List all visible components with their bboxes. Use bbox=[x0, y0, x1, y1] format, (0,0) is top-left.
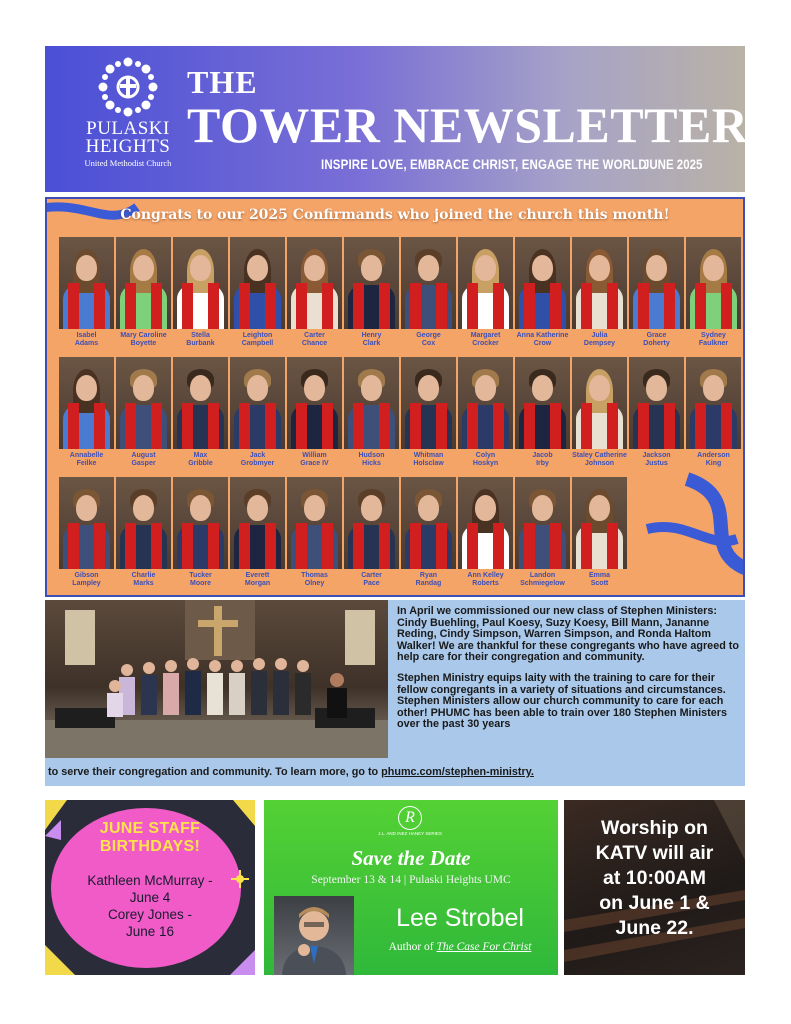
confirmand-last-name: Burbank bbox=[186, 339, 215, 347]
confirmand-photo bbox=[116, 477, 171, 569]
confirmand-photo bbox=[230, 477, 285, 569]
confirmand-last-name: Randag bbox=[415, 579, 442, 587]
confirmand-last-name: Chance bbox=[301, 339, 328, 347]
confirmand-last-name: Lampley bbox=[72, 579, 101, 587]
confirmand-last-name: Scott bbox=[590, 579, 609, 587]
confirmand-last-name: Crow bbox=[533, 339, 552, 347]
confirmand-first-name: Emma bbox=[588, 572, 610, 579]
confirmand-photo bbox=[629, 357, 684, 449]
confirmand bbox=[572, 477, 627, 593]
confirmand-first-name: Isabel bbox=[76, 332, 97, 339]
birthday-line: June 16 bbox=[125, 924, 175, 939]
confirmand-name bbox=[416, 572, 442, 587]
confirmand bbox=[173, 237, 228, 353]
confirmand-name bbox=[132, 572, 156, 587]
confirmand-name bbox=[572, 452, 627, 467]
confirmands-grid bbox=[59, 237, 739, 597]
confirmand-photo bbox=[116, 237, 171, 329]
confirmand-last-name: Feilke bbox=[76, 459, 97, 467]
church-logo bbox=[63, 54, 193, 184]
ministry-paragraph-1: In April we commissioned our new class of Stephen Ministers: Cindy Buehling, Paul Koesy, Suzy Koesy, Bill Mann, Jananne Reding, Cindy Simpson, Warren Simpson, and Ronda Haltom Walker! We are thankful for these congregants who have agreed to help care for their congregation and community. bbox=[397, 605, 739, 664]
confirmand-first-name: Jacob bbox=[532, 452, 553, 459]
confirmand-first-name: Henry bbox=[361, 332, 382, 339]
speaker-name: Lee Strobel bbox=[396, 904, 524, 932]
birthdays-title bbox=[45, 820, 255, 856]
issue-date: JUNE 2025 bbox=[643, 156, 703, 172]
confirmand-first-name: Grace bbox=[646, 332, 667, 339]
confirmand-last-name: King bbox=[705, 459, 722, 467]
confirmand bbox=[173, 357, 228, 473]
confirmand-first-name: Stella bbox=[191, 332, 210, 339]
confirmand-first-name: Julia bbox=[591, 332, 608, 339]
confirmand-last-name: Adams bbox=[74, 339, 99, 347]
confirmand-name bbox=[70, 452, 103, 467]
confirmand bbox=[116, 237, 171, 353]
confirmand-name bbox=[697, 452, 730, 467]
ministry-paragraph-2: Stephen Ministry equips laity with the training to care for their fellow congregants in a variety of situations and circumstances. Stephen Ministers allow our church community to care for each other! PHUMC has been able to train over 180 Stephen Ministers over the past 30 years bbox=[397, 671, 727, 731]
confirmand-photo bbox=[515, 237, 570, 329]
confirmand-last-name: Grobmyer bbox=[240, 459, 275, 467]
confirmand-last-name: Irby bbox=[536, 459, 549, 467]
series-logo-mark: R bbox=[398, 806, 422, 830]
confirmand bbox=[116, 357, 171, 473]
confirmand-photo bbox=[686, 357, 741, 449]
confirmand-first-name: Leighton bbox=[242, 332, 273, 339]
confirmand bbox=[287, 237, 342, 353]
confirmand-first-name: Charlie bbox=[131, 572, 156, 579]
confirmand bbox=[230, 237, 285, 353]
confirmand bbox=[287, 477, 342, 593]
confirmand-name bbox=[188, 452, 213, 467]
confirmand-photo bbox=[344, 357, 399, 449]
confirmand-last-name: Gasper bbox=[131, 459, 156, 467]
confirmand-last-name: Gribble bbox=[188, 459, 213, 467]
confirmand bbox=[59, 237, 114, 353]
confirmand-first-name: Anna Katherine bbox=[516, 332, 569, 339]
confirmand-first-name: Everett bbox=[245, 572, 270, 579]
confirmand-first-name: Staley Catherine bbox=[572, 452, 627, 459]
birthdays-title-line1: JUNE STAFF bbox=[99, 820, 201, 837]
confirmand bbox=[59, 477, 114, 593]
confirmand-last-name: Pace bbox=[363, 579, 380, 587]
confirmand-photo bbox=[173, 357, 228, 449]
confirmand-photo bbox=[287, 357, 342, 449]
confirmand-last-name: Clark bbox=[362, 339, 381, 347]
confirmand-first-name: Jack bbox=[249, 452, 266, 459]
confirmand-last-name: Doherty bbox=[643, 339, 670, 347]
confirmand-name bbox=[520, 572, 565, 587]
confirmand-name bbox=[643, 332, 669, 347]
confirmand-row bbox=[59, 357, 739, 473]
confirmand-photo bbox=[401, 477, 456, 569]
birthday-line: Corey Jones - bbox=[107, 907, 193, 922]
confirmand-last-name: Dempsey bbox=[583, 339, 616, 347]
ministry-tail-text: to serve their congregation and community. To learn more, go to bbox=[48, 766, 382, 778]
speaker-book-line bbox=[364, 941, 556, 953]
confirmand-first-name: Jackson bbox=[642, 452, 671, 459]
confirmand-last-name: Roberts bbox=[472, 579, 499, 587]
confirmand-last-name: Johnson bbox=[584, 459, 615, 467]
confirmand-last-name: Cox bbox=[421, 339, 436, 347]
confirmand-last-name: Crocker bbox=[472, 339, 499, 347]
confirmand-first-name: Ryan bbox=[419, 572, 438, 579]
confirmand-first-name: Carter bbox=[304, 332, 325, 339]
confirmand-photo bbox=[344, 477, 399, 569]
confirmand-photo bbox=[287, 477, 342, 569]
haney-series-logo bbox=[362, 806, 458, 836]
confirmand bbox=[401, 477, 456, 593]
confirmand bbox=[401, 357, 456, 473]
katv-line: at 10:00AM bbox=[603, 867, 706, 889]
confirmand-last-name: Marks bbox=[133, 579, 154, 587]
confirmand-photo bbox=[629, 237, 684, 329]
confirmand-last-name: Justus bbox=[645, 459, 668, 467]
confirmand bbox=[572, 357, 627, 473]
katv-line: KATV will air bbox=[595, 842, 714, 864]
confirmand-name bbox=[584, 332, 615, 347]
logo-name-line1: PULASKI bbox=[86, 118, 170, 139]
confirmand-first-name: August bbox=[131, 452, 156, 459]
cross-flame-icon bbox=[95, 54, 161, 120]
confirmand-name bbox=[131, 452, 155, 467]
confirmand-first-name: Anderson bbox=[697, 452, 730, 459]
confirmand-name bbox=[517, 332, 569, 347]
confirmand-last-name: Moore bbox=[190, 579, 211, 587]
birthdays-list bbox=[45, 872, 255, 940]
confirmand-photo bbox=[59, 357, 114, 449]
save-the-date-card bbox=[264, 800, 558, 975]
confirmand bbox=[173, 477, 228, 593]
confirmand-name bbox=[120, 332, 166, 347]
confirmand bbox=[572, 237, 627, 353]
confirmand bbox=[686, 237, 741, 353]
confirmand-row bbox=[59, 477, 739, 593]
stephen-ministry-link[interactable]: phumc.com/stephen-ministry. bbox=[381, 766, 534, 778]
logo-subtitle: United Methodist Church bbox=[84, 158, 172, 168]
confirmand-photo bbox=[287, 237, 342, 329]
confirmand bbox=[686, 357, 741, 473]
confirmand-first-name: Mary Caroline bbox=[120, 332, 167, 339]
confirmand-last-name: Campbell bbox=[241, 339, 274, 347]
confirmand-name bbox=[589, 572, 610, 587]
book-title: The Case For Christ bbox=[436, 941, 532, 953]
confirmand-name bbox=[72, 572, 100, 587]
confirmand bbox=[344, 477, 399, 593]
katv-worship-card bbox=[564, 800, 745, 975]
confirmand bbox=[458, 477, 513, 593]
birthdays-title-line2: BIRTHDAYS! bbox=[99, 838, 201, 855]
confirmand-photo bbox=[230, 237, 285, 329]
confirmand bbox=[287, 357, 342, 473]
confirmand-first-name: Colyn bbox=[475, 452, 496, 459]
confirmand-first-name: Max bbox=[193, 452, 208, 459]
confirmand-photo bbox=[572, 237, 627, 329]
confirmand bbox=[230, 477, 285, 593]
confirmand-first-name: Gibson bbox=[74, 572, 99, 579]
confirmand-photo bbox=[458, 357, 513, 449]
logo-name-line2: HEIGHTS bbox=[85, 136, 171, 157]
confirmand-first-name: Sydney bbox=[701, 332, 726, 339]
tagline: INSPIRE LOVE, EMBRACE CHRIST, ENGAGE THE WORLD bbox=[321, 156, 647, 172]
confirmand bbox=[401, 237, 456, 353]
confirmand-name bbox=[75, 332, 98, 347]
confirmand-name bbox=[642, 452, 670, 467]
confirmand-photo bbox=[458, 477, 513, 569]
confirmand-name bbox=[301, 572, 328, 587]
confirmand-photo bbox=[458, 237, 513, 329]
confirmand-name bbox=[189, 572, 211, 587]
confirmand bbox=[629, 357, 684, 473]
confirmand-name bbox=[471, 332, 501, 347]
confirmand-photo bbox=[401, 237, 456, 329]
confirmand-first-name: Thomas bbox=[301, 572, 328, 579]
katv-line: June 22. bbox=[615, 917, 694, 939]
confirmand-last-name: Grace IV bbox=[300, 459, 329, 467]
newsletter-header bbox=[45, 46, 749, 192]
confirmand-first-name: George bbox=[416, 332, 441, 339]
confirmand-photo bbox=[515, 357, 570, 449]
confirmand-first-name: Tucker bbox=[189, 572, 212, 579]
stephen-ministry-section bbox=[45, 600, 745, 786]
confirmand bbox=[515, 357, 570, 473]
confirmand-first-name: Ann Kelley bbox=[467, 572, 504, 579]
author-prefix: Author of bbox=[388, 941, 437, 953]
confirmand-last-name: Morgan bbox=[244, 579, 271, 587]
confirmand-photo bbox=[173, 477, 228, 569]
confirmand bbox=[515, 237, 570, 353]
ministry-tail bbox=[48, 766, 742, 778]
confirmand-last-name: Hoskyn bbox=[472, 459, 499, 467]
confirmand-last-name: Holsclaw bbox=[413, 459, 444, 467]
confirmands-title: Congrats to our 2025 Confirmands who joined the church this month! bbox=[120, 207, 670, 223]
confirmand-first-name: Margaret bbox=[470, 332, 501, 339]
speaker-photo bbox=[274, 896, 354, 975]
confirmand-first-name: Whitman bbox=[413, 452, 444, 459]
newsletter-title: TOWER NEWSLETTER bbox=[187, 97, 749, 153]
confirmand bbox=[230, 357, 285, 473]
confirmand-last-name: Olney bbox=[304, 579, 325, 587]
confirmand bbox=[344, 357, 399, 473]
confirmand-name bbox=[300, 452, 328, 467]
stephen-ministers-photo bbox=[45, 600, 388, 758]
confirmand-name bbox=[302, 332, 327, 347]
confirmand-first-name: Annabelle bbox=[69, 452, 104, 459]
title-the: THE bbox=[187, 64, 258, 100]
save-the-date-title: Save the Date bbox=[351, 846, 471, 870]
confirmand-photo bbox=[59, 477, 114, 569]
confirmand bbox=[116, 477, 171, 593]
confirmand-name bbox=[532, 452, 552, 467]
confirmand-photo bbox=[572, 357, 627, 449]
confirmand-last-name: Boyette bbox=[130, 339, 157, 347]
confirmand-row bbox=[59, 237, 739, 353]
katv-line: Worship on bbox=[601, 817, 708, 839]
confirmand-name bbox=[413, 452, 443, 467]
confirmand-last-name: Faulkner bbox=[698, 339, 729, 347]
katv-line: on June 1 & bbox=[599, 892, 710, 914]
confirmand-last-name: Schmiegelow bbox=[520, 579, 565, 587]
event-date-line: September 13 & 14 | Pulaski Heights UMC bbox=[311, 874, 511, 886]
staff-birthdays-card bbox=[45, 800, 255, 975]
confirmand-photo bbox=[59, 237, 114, 329]
confirmand-name bbox=[242, 332, 274, 347]
confirmand-first-name: Hudson bbox=[358, 452, 385, 459]
confirmand bbox=[629, 237, 684, 353]
confirmand-name bbox=[699, 332, 728, 347]
confirmand bbox=[458, 357, 513, 473]
birthday-line: June 4 bbox=[129, 890, 171, 905]
confirmand-name bbox=[361, 572, 382, 587]
stephen-ministry-text bbox=[397, 606, 739, 740]
confirmand-name bbox=[241, 452, 274, 467]
confirmand-photo bbox=[116, 357, 171, 449]
confirmand-photo bbox=[572, 477, 627, 569]
confirmand-name bbox=[186, 332, 214, 347]
confirmand-photo bbox=[515, 477, 570, 569]
confirmand-first-name: William bbox=[302, 452, 327, 459]
confirmand bbox=[458, 237, 513, 353]
confirmand-name bbox=[467, 572, 503, 587]
confirmand-first-name: Landon bbox=[529, 572, 556, 579]
confirmand-photo bbox=[401, 357, 456, 449]
confirmand-photo bbox=[686, 237, 741, 329]
confirmand-photo bbox=[344, 237, 399, 329]
confirmand-name bbox=[358, 452, 384, 467]
confirmand bbox=[59, 357, 114, 473]
confirmand-first-name: Carter bbox=[361, 572, 382, 579]
confirmand-photo bbox=[230, 357, 285, 449]
confirmand-name bbox=[362, 332, 382, 347]
series-logo-text: J.L. AND INEZ HANEY SERIES bbox=[378, 831, 442, 836]
confirmand-name bbox=[473, 452, 498, 467]
confirmands-section bbox=[45, 197, 745, 597]
confirmand-name bbox=[245, 572, 270, 587]
confirmand-name bbox=[416, 332, 441, 347]
katv-message bbox=[564, 816, 745, 941]
birthday-line: Kathleen McMurray - bbox=[87, 873, 213, 888]
confirmand bbox=[344, 237, 399, 353]
confirmand-photo bbox=[173, 237, 228, 329]
confirmand-last-name: Hicks bbox=[362, 459, 381, 467]
confirmand bbox=[515, 477, 570, 593]
